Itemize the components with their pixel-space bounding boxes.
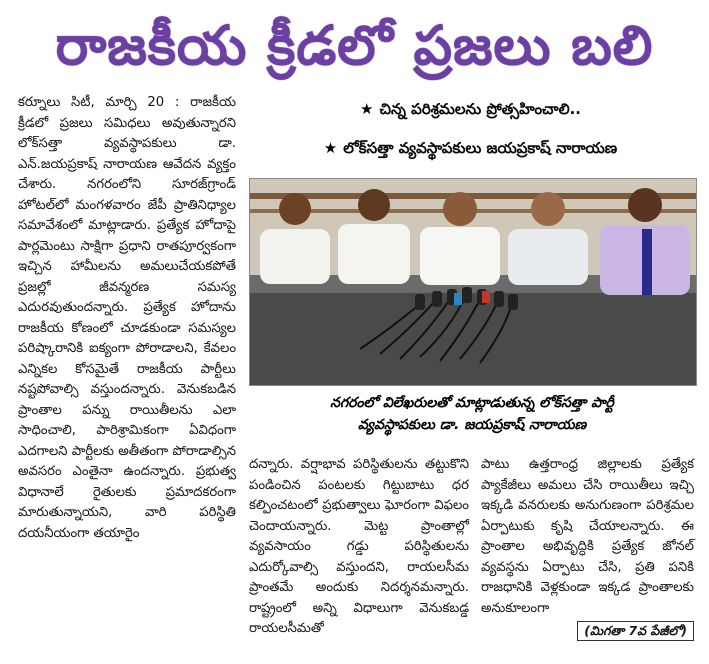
press-conference-illustration [250, 179, 696, 385]
headline: రాజకీయ క్రీడలో ప్రజలు బలి [55, 14, 654, 77]
caption-line-2: వ్యవస్థాపకులు డా. జయప్రకాష్ నారాయణ [357, 417, 587, 433]
dateline: కర్నూలు సిటీ, మార్చి 20 : [18, 95, 180, 110]
subhead-1-text: చిన్న పరిశ్రమలను ప్రోత్సహించాలి.. [379, 100, 581, 118]
photo-caption [249, 392, 695, 436]
article-column-3 [481, 455, 694, 643]
article-column-1 [18, 93, 236, 544]
column-1-text: రాజకీయ క్రీడలో ప్రజలు సమిధలు అవుతున్నారని లోక్‌సత్తా వ్యవస్థాపకులు డా. ఎన్.జయప్రకాష్ నారాయణ ఆవేదన వ్యక్తం చేశారు. నగరంలోని సూరజ్‌గ్రాండ్ హోటల్‌లో మంగళవారం జేపీ ప్రాతినిధ్యాల సమావేశంలో మాట్లాడారు. ప్రత్యేక హోదాపై పార్లమెంటు సాక్షిగా ప్రధాని రాతపూర్వకంగా ఇచ్చిన హామీలను అమలుచేయకపోతే ప్రజల్లో జీవన్మరణ సమస్య ఎదురవుతుందన్నారు. ప్రత్యేక హోదాను రాజకీయ కోణంలో చూడకుండా సమస్యల పరిష్కారానికి ఐక్యంగా పోరాడాలని, కేవలం ఎన్నికల కోసమైతే రాజకీయ పార్టీలు నష్టపోవాల్సి వస్తుందన్నారు. వెనుకబడిన ప్రాంతాల పన్ను రాయితీలను ఎలా సాధించాలి, పారిశ్రామికంగా ఏవిధంగా ఎదగాలని పార్టీలకు అతీతంగా పోరాడాల్సిన అవసరం ఎంతైనా ఉందన్నారు. ప్రభుత్వ విధానాలే రైతులకు ప్రమాదకరంగా మారుతున్నాయని, వారి పరిస్థితి దయనీయంగా తయారైం [18, 95, 236, 541]
column-2-text: దన్నారు. వర్షాభావ పరిస్థితులను తట్టుకొని పండించిన పంటలకు గిట్టుబాటు ధర కల్పించటంలో ప్రభుత్వాలు ఘోరంగా విఫలం చెందాయన్నారు. మెట్ట ప్రాంతాల్లో వ్యవసాయం గడ్డు పరిస్థితులను ఎదుర్కోవాల్సి వస్తుందని, రాయలసీమ ప్రాంతమే అందుకు నిదర్శనమన్నారు. రాష్ట్రంలో అన్ని విధాలుగా వెనుకబడ్డ రాయలసీమతో [249, 457, 469, 636]
caption-line-1: నగరంలో విలేఖరులతో మాట్లాడుతున్న లోక్‌సత్తా పార్టీ [330, 395, 614, 411]
star-icon: ★ [323, 139, 338, 157]
column-3-text: పాటు ఉత్తరాంధ్ర జిల్లాలకు ప్రత్యేక ప్యాకేజీలు అమలు చేసి రాయితీలు ఇచ్చి ఇక్కడి వనరులకు అనుగుణంగా పరిశ్రమల ఏర్పాటుకు కృషి చేయాలన్నారు. ఈ ప్రాంతాల అభివృద్ధికి ప్రత్యేక జోనల్ వ్యవస్థను ఏర్పాటు చేసి, ప్రతి పనికి రాజధానికి వెళ్లకుండా ఇక్కడ ప్రాంతాలకు అనుకూలంగా [481, 457, 694, 616]
article-paragraph-1 [18, 93, 236, 544]
continued-on-page-7: (మిగతా 7వ పేజీలో) [577, 621, 694, 641]
article-column-2 [249, 455, 469, 640]
star-icon: ★ [360, 100, 374, 118]
press-conference-photo [249, 178, 697, 386]
subhead-bullet-1 [248, 100, 693, 122]
subhead-bullet-2 [248, 139, 693, 161]
subhead-2-text: లోక్‌సత్తా వ్యవస్థాపకులు జయప్రకాష్ నారాయణ [343, 139, 618, 157]
continued-note-wrap [481, 619, 694, 643]
